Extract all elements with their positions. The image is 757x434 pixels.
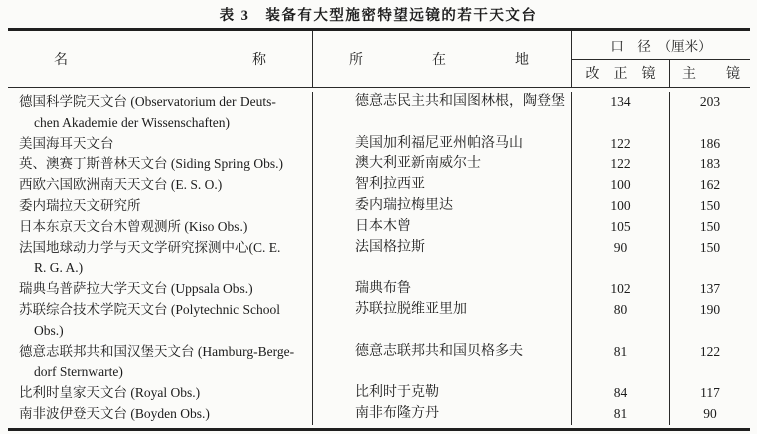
table-row [8,383,750,404]
corrector-aperture: 122 [572,134,670,155]
header-aperture-label: 口 径 （厘米） [572,31,750,60]
observatory-location: 比利时于克勒 [313,383,572,404]
observatory-location: 智利拉西亚 [313,175,572,196]
corrector-aperture: 134 [572,92,670,134]
primary-aperture: 190 [699,301,721,317]
primary-aperture: 122 [699,343,721,359]
table-row [8,134,750,155]
primary-aperture: 150 [699,218,721,234]
primary-aperture: 162 [699,177,721,193]
header-primary-char: 主 [682,67,696,83]
observatory-location: 德意志联邦共和国贝格多夫 [313,342,572,384]
observatory-name: 英、澳赛丁斯普林天文台 (Siding Spring Obs.) [8,154,313,175]
corrector-aperture: 80 [572,300,670,342]
header-name-char: 名 [54,53,68,68]
header-location-char: 在 [432,53,446,68]
table-row [8,404,750,425]
observatory-location: 美国加利福尼亚州帕洛马山 [313,134,572,155]
observatory-name: 德国科学院天文台 (Observatorium der Deuts- chen Akademie der Wissenschaften) [8,92,313,134]
table-title: 表 3 装备有大型施密特望远镜的若干天文台 [219,8,538,24]
table-row [8,238,750,280]
observatory-name: 法国地球动力学与天文学研究探测中心(C. E. R. G. A.) [8,238,313,280]
corrector-aperture: 84 [572,383,670,404]
table-body [8,88,750,428]
table-row [8,342,750,384]
header-primary-char: 镜 [726,67,740,83]
observatory-name: 苏联综合技术学院天文台 (Polytechnic School Obs.) [8,300,313,342]
header-primary-label [670,60,750,88]
header-name-column [8,31,313,87]
table-row [8,300,750,342]
header-name-char: 称 [252,53,266,68]
primary-aperture: 150 [699,239,721,255]
observatory-location: 日本木曾 [313,217,572,238]
observatory-location: 委内瑞拉梅里达 [313,196,572,217]
primary-aperture: 117 [700,385,720,401]
header-aperture-group [572,31,750,87]
corrector-aperture: 90 [572,238,670,280]
observatory-name: 日本东京天文台木曾观测所 (Kiso Obs.) [8,217,313,238]
header-aperture-subcolumns [572,60,750,88]
observatory-location: 苏联拉脱维亚里加 [313,300,572,342]
observatory-name: 委内瑞拉天文研究所 [8,196,313,217]
header-location-column [313,31,572,87]
observatory-table [8,28,750,431]
table-row [8,217,750,238]
observatory-location: 瑞典布鲁 [313,279,572,300]
primary-aperture: 183 [699,156,721,172]
observatory-location: 德意志民主共和国图林根，陶登堡 [313,92,572,134]
primary-aperture: 186 [699,135,721,151]
corrector-aperture: 105 [572,217,670,238]
table-row [8,279,750,300]
observatory-name: 比利时皇家天文台 (Royal Obs.) [8,383,313,404]
table-row [8,196,750,217]
primary-aperture: 203 [699,94,721,109]
header-corrector-label: 改 正 镜 [572,60,670,88]
table-row [8,154,750,175]
primary-aperture: 137 [699,281,721,297]
observatory-location: 法国格拉斯 [313,238,572,280]
header-location-char: 所 [349,53,363,68]
header-location-char: 地 [515,53,529,68]
corrector-aperture: 122 [572,154,670,175]
primary-aperture: 150 [699,197,721,213]
observatory-name: 西欧六国欧洲南天天文台 (E. S. O.) [8,175,313,196]
corrector-aperture: 81 [572,342,670,384]
table-row [8,175,750,196]
observatory-name: 美国海耳天文台 [8,134,313,155]
corrector-aperture: 81 [572,404,670,425]
corrector-aperture: 100 [572,175,670,196]
observatory-location: 南非布隆方丹 [313,404,572,425]
table-row [8,92,750,134]
observatory-name: 南非波伊登天文台 (Boyden Obs.) [8,404,313,425]
primary-aperture: 90 [703,405,717,421]
corrector-aperture: 100 [572,196,670,217]
observatory-name: 瑞典乌普萨拉大学天文台 (Uppsala Obs.) [8,279,313,300]
table-header [8,31,750,88]
corrector-aperture: 102 [572,279,670,300]
observatory-location: 澳大利亚新南威尔士 [313,154,572,175]
observatory-name: 德意志联邦共和国汉堡天文台 (Hamburg-Berge- dorf Sternwarte) [8,342,313,384]
